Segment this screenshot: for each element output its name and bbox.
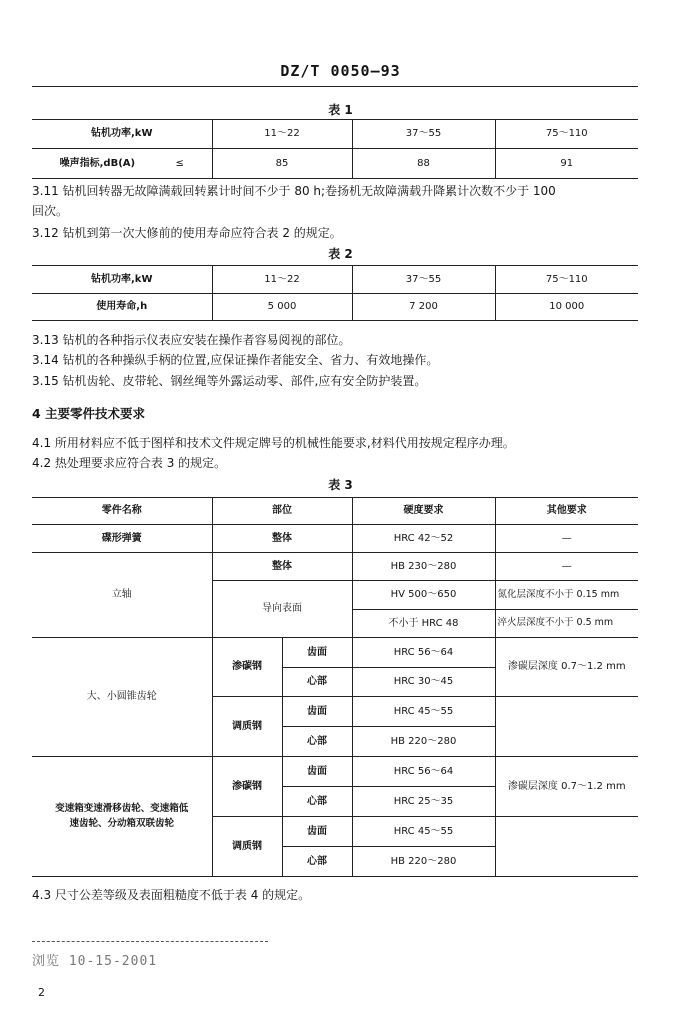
disc-spring-hardness: HRC 42～52	[352, 525, 495, 553]
section-4-heading: 4 主要零件技术要求	[32, 406, 146, 421]
disc-spring-other: —	[495, 525, 638, 553]
gearbox-carb-core-loc: 心部	[282, 787, 352, 817]
table3	[32, 497, 638, 877]
table2-life-c2: 7 200	[352, 294, 495, 321]
clause-4-3: 4.3 尺寸公差等级及表面粗糙度不低于表 4 的规定。	[32, 888, 311, 902]
table1-row-noise	[32, 149, 638, 179]
table1-noise-c1: 85	[212, 149, 352, 179]
clause-3-15: 3.15 钻机齿轮、皮带轮、钢丝绳等外露运动零、部件,应有安全防护装置。	[32, 374, 427, 388]
gearbox-gear-name	[32, 757, 212, 877]
bevel-qt-core-loc: 心部	[282, 727, 352, 757]
table3-header-part: 零件名称	[101, 505, 142, 517]
table1-power-label: 钻机功率,kW	[91, 128, 153, 140]
bevel-gear-name: 大、小圆锥齿轮	[32, 638, 212, 757]
spindle-hardness-whole: HB 230～280	[352, 553, 495, 581]
table3-header-hardness: 硬度要求	[352, 498, 495, 525]
bevel-carb-other: 渗碳层深度 0.7～1.2 mm	[495, 638, 638, 697]
gearbox-gear-name-line1: 变速箱变速滑移齿轮、变速箱低	[55, 802, 189, 814]
gearbox-carb-tooth-hardness: HRC 56～64	[352, 757, 495, 787]
bevel-carb-tooth-loc: 齿面	[282, 638, 352, 668]
table1-noise-c3: 91	[495, 149, 638, 179]
table2-power-c2: 37～55	[352, 266, 495, 294]
gearbox-qt-steel: 调质钢	[212, 817, 282, 877]
gearbox-carb-other: 渗碳层深度 0.7～1.2 mm	[495, 757, 638, 817]
table1-noise-label	[32, 149, 212, 179]
bevel-qt-tooth-loc: 齿面	[282, 697, 352, 727]
bevel-carb-core-loc: 心部	[282, 668, 352, 697]
footer-rule	[32, 941, 268, 942]
disc-spring-name: 碟形弹簧	[101, 532, 142, 544]
header-rule	[32, 86, 638, 87]
table1-power-c1: 11～22	[212, 120, 352, 149]
table2-power-c3: 75～110	[495, 266, 638, 294]
bevel-carb-core-hardness: HRC 30～45	[352, 668, 495, 697]
table2-row-power	[32, 266, 638, 294]
gearbox-carb-tooth-loc: 齿面	[282, 757, 352, 787]
table3-header-row	[32, 498, 638, 525]
spindle-hardness-guide-hv: HV 500～650	[352, 581, 495, 610]
table1-row-power	[32, 120, 638, 149]
clause-4-1: 4.1 所用材料应不低于图样和技术文件规定牌号的机械性能要求,材料代用按规定程序办理。	[32, 436, 515, 450]
gearbox-qt-core-loc: 心部	[282, 847, 352, 877]
table1-noise-operator: ≤	[175, 157, 184, 169]
table3-row-gearbox-carb-tooth	[32, 757, 638, 787]
table3-row-spindle-whole	[32, 553, 638, 581]
table3-header-other: 其他要求	[495, 498, 638, 525]
gearbox-qt-tooth-loc: 齿面	[282, 817, 352, 847]
table1-noise-c2: 88	[352, 149, 495, 179]
table2	[32, 265, 638, 321]
spindle-name: 立轴	[32, 553, 212, 638]
table3-row-disc-spring	[32, 525, 638, 553]
spindle-other-quench: 淬火层深度不小于 0.5 mm	[495, 610, 638, 638]
table2-power-label: 钻机功率,kW	[91, 273, 153, 285]
table3-header-location: 部位	[212, 498, 352, 525]
clause-3-14: 3.14 钻机的各种操纵手柄的位置,应保证操作者能安全、省力、有效地操作。	[32, 353, 439, 367]
page-number: 2	[38, 986, 45, 999]
table3-caption: 表 3	[328, 478, 353, 492]
clause-4-2: 4.2 热处理要求应符合表 3 的规定。	[32, 456, 227, 470]
download-stamp: 浏览 10-15-2001	[32, 954, 158, 969]
clause-3-12: 3.12 钻机到第一次大修前的使用寿命应符合表 2 的规定。	[32, 226, 342, 240]
table1	[32, 119, 638, 179]
gearbox-carb-steel: 渗碳钢	[212, 757, 282, 817]
bevel-qt-other	[495, 697, 638, 757]
document-code-header: DZ/T 0050—93	[280, 62, 401, 80]
table2-power-c1: 11～22	[212, 266, 352, 294]
spindle-location-guide: 导向表面	[212, 581, 352, 638]
table1-caption: 表 1	[328, 103, 353, 117]
clause-3-11-line1: 3.11 钻机回转器无故障满载回转累计时间不少于 80 h;卷扬机无故障满载升降累计次数不少于 100	[32, 184, 556, 198]
clause-3-11-line2: 回次。	[32, 204, 69, 218]
spindle-other-nitride: 氮化层深度不小于 0.15 mm	[495, 581, 638, 610]
clause-3-13: 3.13 钻机的各种指示仪表应安装在操作者容易阅视的部位。	[32, 333, 351, 347]
table2-life-label: 使用寿命,h	[96, 301, 148, 313]
table3-row-bevel-carb-tooth	[32, 638, 638, 668]
table2-life-c3: 10 000	[495, 294, 638, 321]
gearbox-qt-other	[495, 817, 638, 877]
disc-spring-location: 整体	[212, 525, 352, 553]
bevel-carb-tooth-hardness: HRC 56～64	[352, 638, 495, 668]
table1-noise-label-text: 噪声指标,dB(A)	[59, 157, 136, 169]
bevel-qt-core-hardness: HB 220～280	[352, 727, 495, 757]
bevel-carb-steel: 渗碳钢	[212, 638, 282, 697]
gearbox-gear-name-line2: 速齿轮、分动箱双联齿轮	[69, 817, 174, 829]
bevel-qt-tooth-hardness: HRC 45～55	[352, 697, 495, 727]
table2-life-c1: 5 000	[212, 294, 352, 321]
table2-row-life	[32, 294, 638, 321]
bevel-qt-steel: 调质钢	[212, 697, 282, 757]
table1-power-c2: 37～55	[352, 120, 495, 149]
gearbox-carb-core-hardness: HRC 25～35	[352, 787, 495, 817]
spindle-other-whole: —	[495, 553, 638, 581]
gearbox-qt-core-hardness: HB 220～280	[352, 847, 495, 877]
spindle-hardness-guide-hrc: 不小于 HRC 48	[352, 610, 495, 638]
spindle-location-whole: 整体	[212, 553, 352, 581]
gearbox-qt-tooth-hardness: HRC 45～55	[352, 817, 495, 847]
table2-caption: 表 2	[328, 247, 353, 261]
table1-power-c3: 75～110	[495, 120, 638, 149]
